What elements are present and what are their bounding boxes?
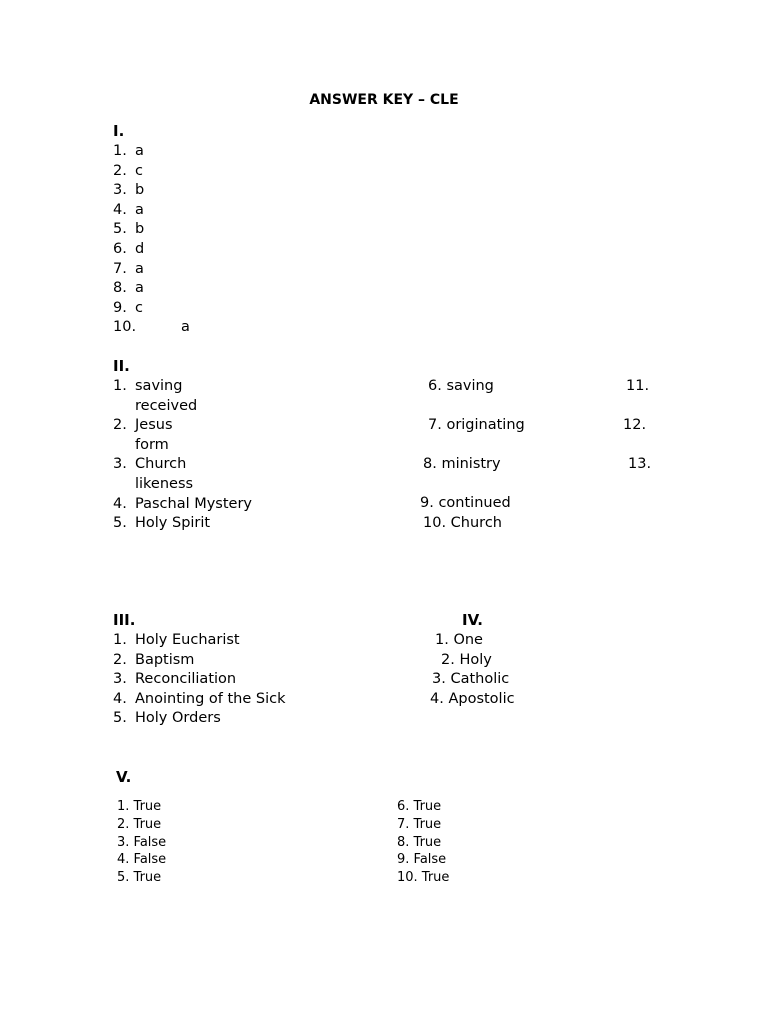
list-item [113,318,190,338]
section-2-col-2-item: 7. originating [428,417,525,433]
list-item-continuation [113,436,252,456]
list-item [113,377,252,397]
list-item [113,162,190,182]
item-answer: Baptism [135,651,195,668]
list-item: 2. True [117,816,162,832]
item-number: 5. [113,710,127,727]
item-answer: Holy Spirit [135,515,211,532]
item-answer: c [135,162,143,179]
section-4-heading: IV. [462,611,483,629]
item-answer: Anointing of the Sick [135,690,286,707]
section-2-col-2-item: 6. saving [428,378,494,394]
list-item: 3. False [117,834,167,850]
section-4-item: 4. Apostolic [430,691,515,707]
list-item [113,240,190,260]
item-answer: Paschal Mystery [135,495,253,512]
item-number: 1. [113,378,127,394]
list-item [113,670,286,690]
list-item-continuation [113,475,252,495]
item-number: 4. [113,690,127,707]
item-number: 1. [113,632,127,648]
list-item [113,455,252,475]
item-number: 6. [113,240,127,257]
item-answer: saving [135,378,183,394]
list-item: 8. True [397,834,442,850]
list-item: 7. True [397,816,442,832]
item-answer: a [135,260,144,277]
item-number: 5. [113,515,127,532]
list-item [113,279,190,299]
list-item [113,495,252,515]
list-item [113,220,190,240]
page-title: ANSWER KEY – CLE [309,92,459,108]
item-number: 2. [113,162,127,179]
section-5-col-1 [117,798,166,887]
section-1-heading: I. [113,122,125,140]
list-item: 9. False [397,852,447,868]
item-answer: Jesus [135,417,173,434]
item-continuation: likeness [135,475,194,492]
item-number: 1. [113,143,127,159]
list-item [113,299,190,319]
item-number: 7. [113,260,127,277]
item-answer: Church [135,456,187,473]
item-number: 9. [113,299,127,316]
list-item [113,416,252,436]
list-item [113,142,190,162]
list-item [113,181,190,201]
list-item [113,690,286,710]
item-number: 2. [113,417,127,434]
section-2-col-1 [113,377,252,534]
item-answer: b [135,182,145,199]
list-item: 1. True [117,799,162,814]
list-item [113,514,252,534]
item-answer: Holy Orders [135,710,221,727]
section-4-item: 2. Holy [441,652,492,668]
item-continuation: form [135,436,169,453]
item-answer: Holy Eucharist [135,632,240,648]
section-4-item: 1. One [435,632,483,648]
list-item: 4. False [117,852,167,868]
section-3-list [113,631,286,729]
item-answer: b [135,221,145,238]
list-item: 10. True [397,870,450,886]
section-2-col-3-item: 13. [628,456,652,472]
item-answer: a [181,319,190,336]
list-item: 5. True [117,870,162,886]
list-item [113,260,190,280]
item-number: 8. [113,280,127,297]
item-number: 3. [113,182,127,199]
item-answer: c [135,299,143,316]
section-2-heading: II. [113,357,130,375]
item-answer: a [135,201,144,218]
list-item [113,201,190,221]
item-number: 3. [113,671,127,688]
section-3-heading: III. [113,611,136,629]
item-number: 4. [113,201,127,218]
section-5-heading: V. [116,768,132,786]
section-4-item: 3. Catholic [432,671,510,687]
item-number: 5. [113,221,127,238]
item-answer: Reconciliation [135,671,237,688]
section-5-col-2 [397,798,449,887]
section-2-col-2-item: 9. continued [420,495,511,511]
section-2-col-2-item: 8. ministry [423,456,501,472]
section-2-col-2-item: 10. Church [423,515,502,531]
item-answer: a [135,143,144,159]
list-item [113,709,286,729]
section-2-col-3-item: 11. [626,378,650,394]
item-answer: d [135,240,145,257]
item-number: 4. [113,495,127,512]
section-2-col-3-item: 12. [623,417,647,433]
list-item [113,631,286,651]
section-1-list [113,142,190,338]
item-continuation: received [135,397,198,414]
item-number: 2. [113,651,127,668]
item-number: 3. [113,456,127,473]
list-item [113,651,286,671]
list-item: 6. True [397,799,442,814]
item-answer: a [135,280,144,297]
item-number: 10. [113,319,137,336]
list-item-continuation [113,397,252,417]
